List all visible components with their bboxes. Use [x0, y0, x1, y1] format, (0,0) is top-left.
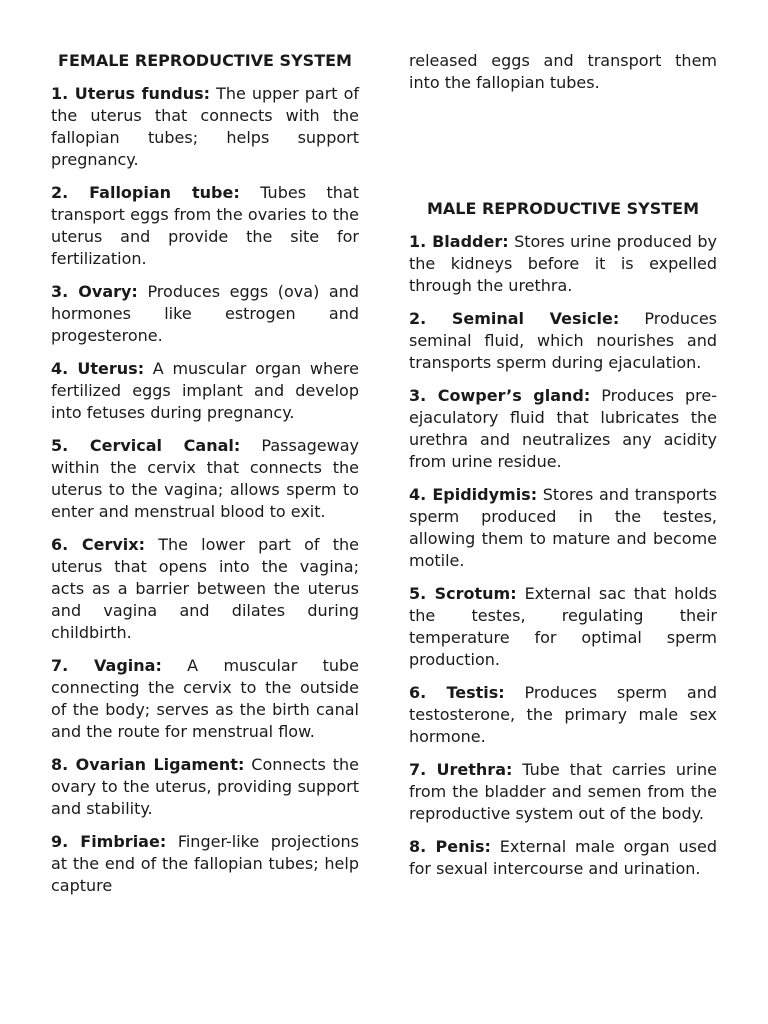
column-spacer [409, 94, 717, 198]
definition: A muscular organ where fertilized eggs implant and develop into fetuses during pregnancy. [51, 359, 359, 422]
female-item-fallopian-tube [51, 182, 359, 270]
female-item-cervix [51, 534, 359, 644]
term: 1. Bladder: [409, 232, 509, 251]
left-column [51, 50, 359, 908]
definition: Tube that carries urine from the bladder and semen from the reproductive system out of the body. [409, 760, 718, 823]
male-item-testis [409, 682, 717, 748]
definition: Stores and transports sperm produced in the testes, allowing them to mature and become motile. [409, 485, 717, 570]
definition: Produces seminal fluid, which nourishes and transports sperm during ejaculation. [409, 309, 717, 372]
male-item-seminal-vesicle [409, 308, 717, 374]
term: 8. Penis: [409, 837, 491, 856]
female-item-vagina [51, 655, 359, 743]
term: 8. Ovarian Ligament: [51, 755, 245, 774]
definition: Produces pre-ejaculatory fluid that lubricates the urethra and neutralizes any acidity from urine residue. [409, 386, 717, 471]
term: 7. Vagina: [51, 656, 162, 675]
male-item-penis [409, 836, 717, 880]
term: 2. Seminal Vesicle: [409, 309, 620, 328]
term: 3. Cowper’s gland: [409, 386, 591, 405]
male-item-bladder [409, 231, 717, 297]
term: 2. Fallopian tube: [51, 183, 240, 202]
female-item-uterus [51, 358, 359, 424]
definition: Stores urine produced by the kidneys before it is expelled through the urethra. [409, 232, 717, 295]
definition: Produces eggs (ova) and hormones like estrogen and progesterone. [51, 282, 360, 345]
male-section-heading: MALE REPRODUCTIVE SYSTEM [426, 199, 700, 218]
definition: Produces sperm and testosterone, the primary male sex hormone. [409, 683, 717, 746]
definition: External sac that holds the testes, regulating their temperature for optimal sperm production. [409, 584, 718, 669]
definition: The lower part of the uterus that opens into the vagina; acts as a barrier between the uterus and vagina and dilates during childbirth. [51, 535, 359, 642]
term: 6. Cervix: [51, 535, 146, 554]
definition: Connects the ovary to the uterus, providing support and stability. [51, 755, 359, 818]
definition: The upper part of the uterus that connects with the fallopian tubes; helps support pregnancy. [51, 84, 359, 169]
term: 7. Urethra: [409, 760, 513, 779]
definition: External male organ used for sexual intercourse and urination. [409, 837, 718, 878]
male-item-epididymis [409, 484, 717, 572]
fimbriae-continuation: released eggs and transport them into the fallopian tubes. [409, 51, 717, 92]
term: 9. Fimbriae: [51, 832, 167, 851]
definition: A muscular tube connecting the cervix to the outside of the body; serves as the birth canal and the route for menstrual flow. [51, 656, 359, 741]
definition: Tubes that transport eggs from the ovaries to the uterus and provide the site for fertilization. [51, 183, 359, 268]
female-item-uterus-fundus [51, 83, 359, 171]
female-section-heading: FEMALE REPRODUCTIVE SYSTEM [58, 51, 352, 70]
term: 6. Testis: [409, 683, 505, 702]
female-item-fimbriae [51, 831, 359, 897]
term: 5. Cervical Canal: [51, 436, 241, 455]
female-item-ovarian-ligament [51, 754, 359, 820]
term: 3. Ovary: [51, 282, 138, 301]
term: 4. Uterus: [51, 359, 145, 378]
male-item-scrotum [409, 583, 717, 671]
male-item-cowpers-gland [409, 385, 717, 473]
male-item-urethra [409, 759, 717, 825]
definition: Finger-like projections at the end of the fallopian tubes; help capture [51, 832, 360, 895]
term: 5. Scrotum: [409, 584, 517, 603]
term: 1. Uterus fundus: [51, 84, 211, 103]
term: 4. Epididymis: [409, 485, 538, 504]
female-item-ovary [51, 281, 359, 347]
right-column [409, 50, 717, 891]
female-item-cervical-canal [51, 435, 359, 523]
definition: Passageway within the cervix that connects the uterus to the vagina; allows sperm to enter and menstrual blood to exit. [51, 436, 359, 521]
